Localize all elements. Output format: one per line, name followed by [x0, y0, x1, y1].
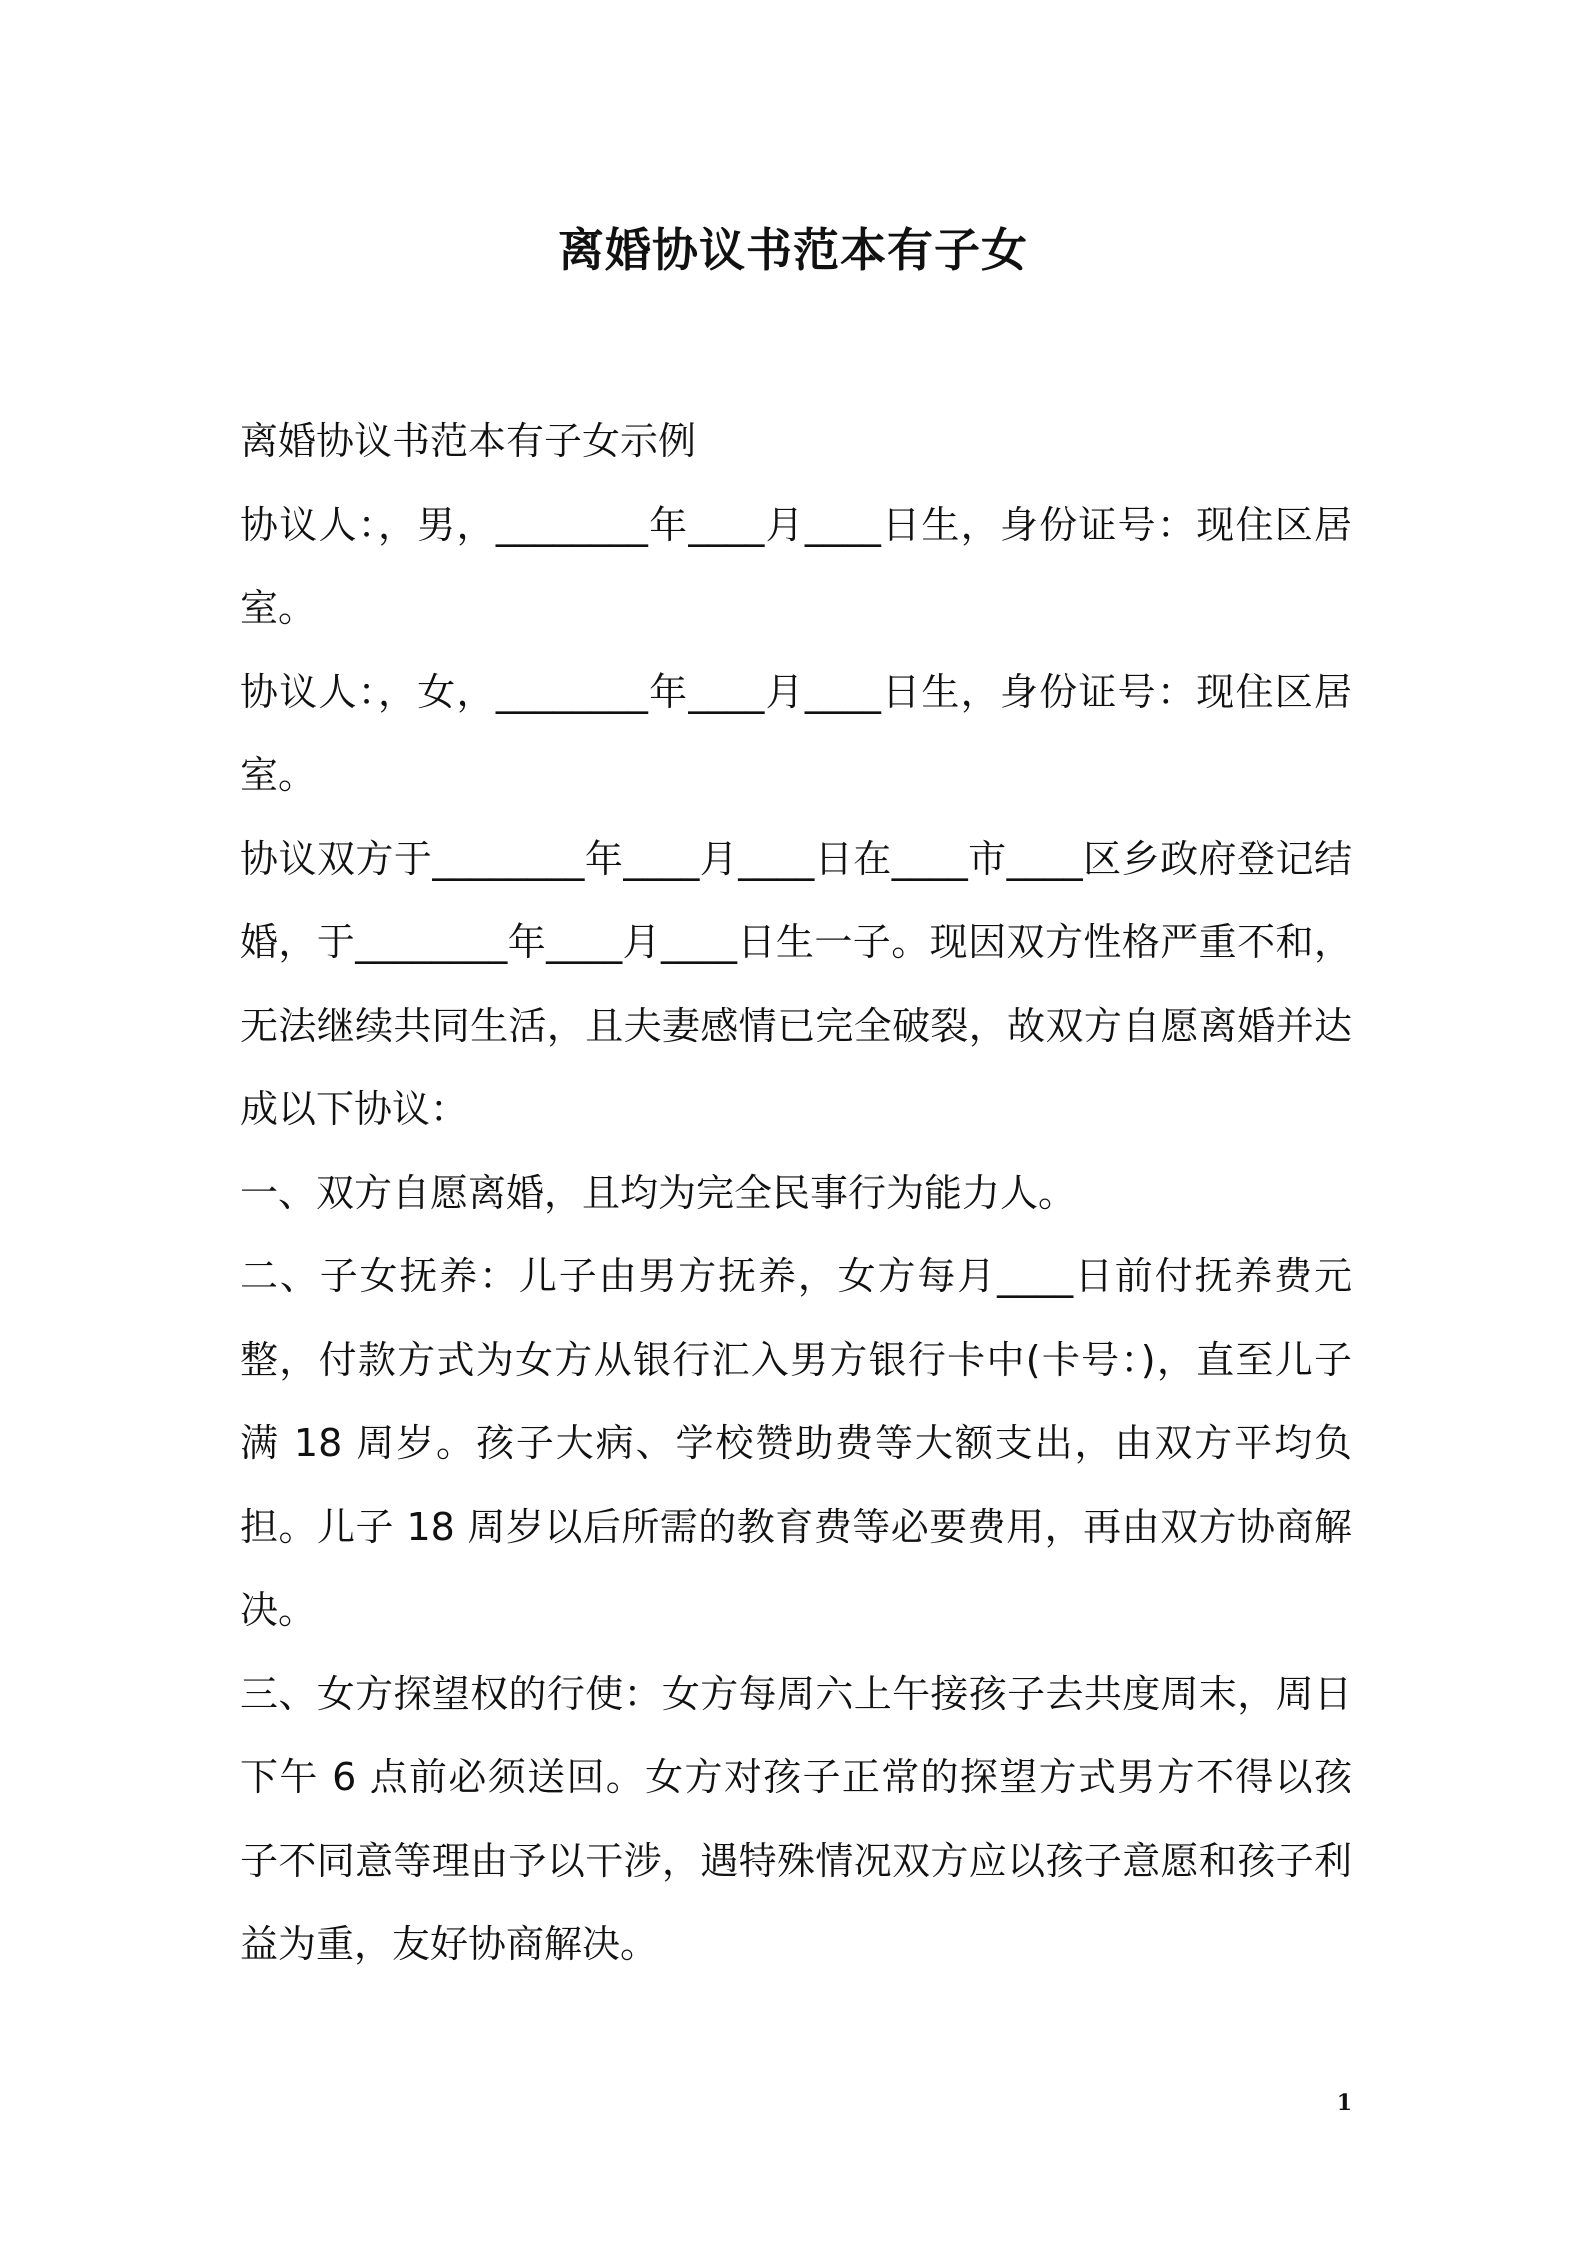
document-body [240, 400, 1352, 1987]
clause-3-paragraph: 三、女方探望权的行使：女方每周六上午接孩子去共度周末，周日下午 6 点前必须送回。女方对孩子正常的探望方式男方不得以孩子不同意等理由予以干涉，遇特殊情况双方应以孩子意愿和孩子利益为重，友好协商解决。 [240, 1671, 1352, 1966]
subtitle-paragraph: 离婚协议书范本有子女示例 [240, 419, 697, 463]
party-female-paragraph: 协议人：，女，________年____月____日生，身份证号：现住区居室。 [240, 669, 1352, 797]
document-title: 离婚协议书范本有子女 [558, 223, 1028, 277]
clause-1-paragraph: 一、双方自愿离婚，且均为完全民事行为能力人。 [240, 1170, 1077, 1215]
clause-2-paragraph: 二、子女抚养：儿子由男方抚养，女方每月____日前付抚养费元整，付款方式为女方从银行汇入男方银行卡中(卡号：)，直至儿子满 18 周岁。孩子大病、学校赞助费等大额支出，由双方平均负担。儿子 18 周岁以后所需的教育费等必要费用，再由双方协商解决。 [240, 1254, 1352, 1632]
page-number: 1 [1336, 2090, 1352, 2116]
party-male-paragraph: 协议人：，男，________年____月____日生，身份证号：现住区居室。 [240, 502, 1352, 630]
marriage-background-paragraph: 协议双方于________年____月____日在____市____区乡政府登记结婚，于________年____月____日生一子。现因双方性格严重不和，无法继续共同生活，且夫妻感情已完全破裂，故双方自愿离婚并达成以下协议： [240, 836, 1352, 1131]
